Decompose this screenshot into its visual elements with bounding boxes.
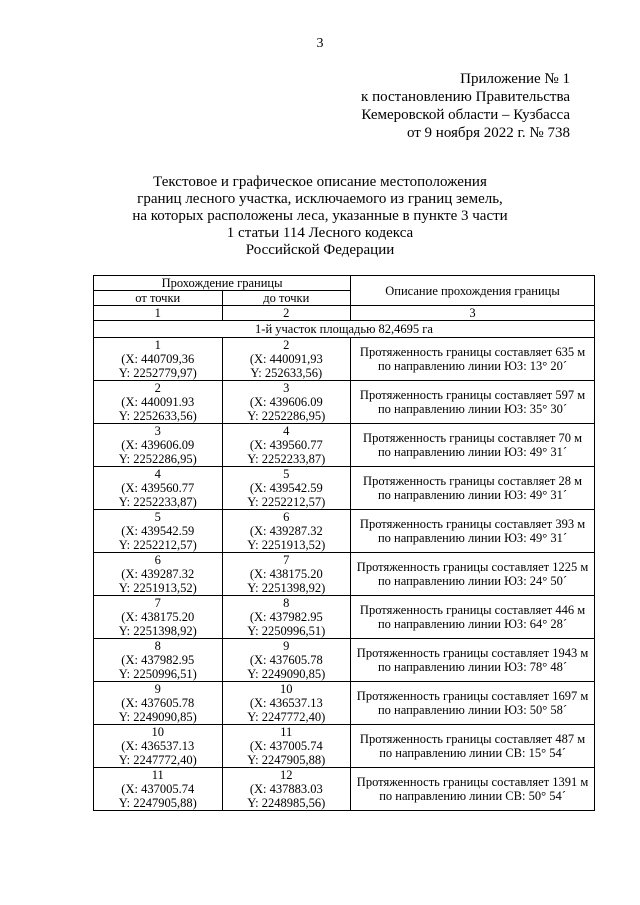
table-row xyxy=(94,725,595,768)
point-x-coordinate: (X: 437982.95 xyxy=(121,653,195,667)
section-title-cell: 1-й участок площадью 82,4695 га xyxy=(94,321,595,338)
description-cell xyxy=(351,467,595,510)
point-y-coordinate: Y: 2252286,95) xyxy=(247,409,326,423)
title-line: границ лесного участка, исключаемого из границ земель, xyxy=(137,191,503,207)
point-number: 7 xyxy=(154,596,161,610)
point-x-coordinate: (X: 439287.32 xyxy=(249,524,323,538)
description-line: Протяженность границы составляет 446 м xyxy=(359,603,586,617)
from-point-cell xyxy=(94,725,223,768)
point-number: 11 xyxy=(280,725,293,739)
point-x-coordinate: (X: 438175.20 xyxy=(121,610,195,624)
point-number: 7 xyxy=(283,553,290,567)
from-point-cell xyxy=(94,768,223,811)
title-line: 1 статьи 114 Лесного кодекса xyxy=(226,225,414,241)
description-cell xyxy=(351,510,595,553)
table-row xyxy=(94,768,595,811)
description-line: по направлению линии ЮЗ: 24° 50´ xyxy=(377,574,568,588)
from-point-cell xyxy=(94,510,223,553)
header-from-cell: от точки xyxy=(94,291,223,306)
point-number: 8 xyxy=(154,639,161,653)
description-line: по направлению линии ЮЗ: 49° 31´ xyxy=(377,531,568,545)
table-row xyxy=(94,639,595,682)
point-y-coordinate: Y: 2251398,92) xyxy=(118,624,197,638)
point-y-coordinate: Y: 2247772,40) xyxy=(247,710,326,724)
point-x-coordinate: (X: 440091,93 xyxy=(249,352,323,366)
to-point-cell xyxy=(222,381,351,424)
from-point-cell xyxy=(94,338,223,381)
from-point-cell xyxy=(94,596,223,639)
point-number: 2 xyxy=(283,338,290,352)
point-y-coordinate: Y: 2249090,85) xyxy=(247,667,326,681)
point-y-coordinate: Y: 2252233,87) xyxy=(118,495,197,509)
point-y-coordinate: Y: 2247905,88) xyxy=(118,796,197,810)
description-cell xyxy=(351,553,595,596)
to-point-cell xyxy=(222,596,351,639)
title-line: Текстовое и графическое описание местоположения xyxy=(153,174,487,190)
description-cell xyxy=(351,725,595,768)
point-y-coordinate: Y: 2252233,87) xyxy=(247,452,326,466)
table-row xyxy=(94,338,595,381)
point-y-coordinate: Y: 2250996,51) xyxy=(247,624,326,638)
point-number: 2 xyxy=(154,381,161,395)
header-group-cell: Прохождение границы xyxy=(94,276,351,291)
column-number-cell: 3 xyxy=(351,306,595,321)
page-number: 3 xyxy=(316,36,324,51)
title-line: Российской Федерации xyxy=(245,242,395,258)
point-number: 10 xyxy=(280,682,293,696)
point-x-coordinate: (X: 440709,36 xyxy=(121,352,195,366)
to-point-cell xyxy=(222,338,351,381)
point-y-coordinate: Y: 252633,56) xyxy=(250,366,323,380)
appendix-line: Кемеровской области – Кузбасса xyxy=(361,107,570,123)
point-x-coordinate: (X: 437883.03 xyxy=(249,782,323,796)
point-y-coordinate: Y: 2252286,95) xyxy=(118,452,197,466)
point-y-coordinate: Y: 2251398,92) xyxy=(247,581,326,595)
description-line: по направлению линии СВ: 15° 54´ xyxy=(379,746,566,760)
column-number-row xyxy=(94,306,595,321)
point-x-coordinate: (X: 439542.59 xyxy=(249,481,323,495)
from-point-cell xyxy=(94,424,223,467)
point-y-coordinate: Y: 2247905,88) xyxy=(247,753,326,767)
point-number: 12 xyxy=(280,768,293,782)
header-to-cell: до точки xyxy=(222,291,351,306)
table-row xyxy=(94,467,595,510)
description-line: Протяженность границы составляет 1225 м xyxy=(356,560,589,574)
point-x-coordinate: (X: 437005.74 xyxy=(121,782,195,796)
appendix-block xyxy=(361,70,570,142)
to-point-cell xyxy=(222,682,351,725)
description-cell xyxy=(351,639,595,682)
to-point-cell xyxy=(222,424,351,467)
point-number: 3 xyxy=(283,381,290,395)
point-x-coordinate: (X: 439560.77 xyxy=(121,481,195,495)
appendix-line: Приложение № 1 xyxy=(460,71,570,87)
point-y-coordinate: Y: 2251913,52) xyxy=(247,538,326,552)
point-number: 6 xyxy=(283,510,290,524)
to-point-cell xyxy=(222,467,351,510)
to-point-cell xyxy=(222,725,351,768)
description-line: Протяженность границы составляет 28 м xyxy=(363,474,582,488)
point-x-coordinate: (X: 437605.78 xyxy=(121,696,195,710)
section-row xyxy=(94,321,595,338)
point-number: 1 xyxy=(154,338,161,352)
description-line: Протяженность границы составляет 1391 м xyxy=(356,775,589,789)
point-y-coordinate: Y: 2252633,56) xyxy=(118,409,197,423)
description-line: по направлению линии ЮЗ: 64° 28´ xyxy=(377,617,568,631)
point-x-coordinate: (X: 439542.59 xyxy=(121,524,195,538)
description-line: Протяженность границы составляет 393 м xyxy=(359,517,586,531)
table-row xyxy=(94,682,595,725)
description-line: Протяженность границы составляет 635 м xyxy=(359,345,586,359)
point-number: 10 xyxy=(151,725,165,739)
point-number: 4 xyxy=(283,424,290,438)
point-x-coordinate: (X: 438175.20 xyxy=(249,567,323,581)
point-number: 5 xyxy=(154,510,161,524)
from-point-cell xyxy=(94,381,223,424)
column-number-cell: 2 xyxy=(222,306,351,321)
to-point-cell xyxy=(222,510,351,553)
point-y-coordinate: Y: 2252212,57) xyxy=(247,495,326,509)
from-point-cell xyxy=(94,682,223,725)
description-line: Протяженность границы составляет 1697 м xyxy=(356,689,589,703)
point-number: 4 xyxy=(154,467,161,481)
description-line: по направлению линии ЮЗ: 35° 30´ xyxy=(377,402,568,416)
from-point-cell xyxy=(94,639,223,682)
point-x-coordinate: (X: 437982.95 xyxy=(249,610,323,624)
point-number: 11 xyxy=(151,768,164,782)
description-line: по направлению линии ЮЗ: 50° 58´ xyxy=(377,703,568,717)
column-number-cell: 1 xyxy=(94,306,223,321)
table-row xyxy=(94,424,595,467)
description-line: по направлению линии ЮЗ: 13° 20´ xyxy=(377,359,568,373)
point-x-coordinate: (X: 437005.74 xyxy=(249,739,323,753)
from-point-cell xyxy=(94,553,223,596)
point-number: 8 xyxy=(283,596,290,610)
appendix-line: к постановлению Правительства xyxy=(361,89,570,105)
header-description-cell: Описание прохождения границы xyxy=(351,276,595,306)
to-point-cell xyxy=(222,639,351,682)
point-number: 9 xyxy=(283,639,290,653)
point-x-coordinate: (X: 436537.13 xyxy=(249,696,323,710)
point-y-coordinate: Y: 2250996,51) xyxy=(118,667,197,681)
description-cell xyxy=(351,338,595,381)
point-x-coordinate: (X: 439560.77 xyxy=(249,438,323,452)
point-y-coordinate: Y: 2251913,52) xyxy=(118,581,197,595)
point-x-coordinate: (X: 439606.09 xyxy=(249,395,323,409)
description-cell xyxy=(351,381,595,424)
from-point-cell xyxy=(94,467,223,510)
appendix-line: от 9 ноября 2022 г. № 738 xyxy=(406,125,570,141)
point-x-coordinate: (X: 440091.93 xyxy=(121,395,195,409)
point-y-coordinate: Y: 2252779,97) xyxy=(118,366,197,380)
point-x-coordinate: (X: 436537.13 xyxy=(121,739,195,753)
point-x-coordinate: (X: 439606.09 xyxy=(121,438,195,452)
description-line: Протяженность границы составляет 487 м xyxy=(359,732,586,746)
point-x-coordinate: (X: 437605.78 xyxy=(249,653,323,667)
description-line: по направлению линии ЮЗ: 49° 31´ xyxy=(377,488,568,502)
description-line: Протяженность границы составляет 70 м xyxy=(363,431,582,445)
boundary-table xyxy=(93,275,595,811)
description-line: по направлению линии СВ: 50° 54´ xyxy=(379,789,566,803)
point-number: 5 xyxy=(283,467,290,481)
description-cell xyxy=(351,682,595,725)
to-point-cell xyxy=(222,768,351,811)
description-line: Протяженность границы составляет 597 м xyxy=(359,388,586,402)
point-x-coordinate: (X: 439287.32 xyxy=(121,567,195,581)
point-y-coordinate: Y: 2249090,85) xyxy=(118,710,197,724)
to-point-cell xyxy=(222,553,351,596)
description-cell xyxy=(351,424,595,467)
title-line: на которых расположены леса, указанные в пункте 3 части xyxy=(132,208,508,224)
table-header-row xyxy=(94,276,595,291)
point-y-coordinate: Y: 2252212,57) xyxy=(118,538,197,552)
description-cell xyxy=(351,768,595,811)
table-row xyxy=(94,596,595,639)
description-line: по направлению линии ЮЗ: 49° 31´ xyxy=(377,445,568,459)
document-title xyxy=(0,174,640,259)
point-y-coordinate: Y: 2248985,56) xyxy=(247,796,326,810)
point-number: 9 xyxy=(154,682,161,696)
table-row xyxy=(94,553,595,596)
point-number: 6 xyxy=(154,553,161,567)
description-line: по направлению линии ЮЗ: 78° 48´ xyxy=(377,660,568,674)
description-cell xyxy=(351,596,595,639)
table-row xyxy=(94,510,595,553)
point-y-coordinate: Y: 2247772,40) xyxy=(118,753,197,767)
table-row xyxy=(94,381,595,424)
description-line: Протяженность границы составляет 1943 м xyxy=(356,646,589,660)
point-number: 3 xyxy=(154,424,161,438)
